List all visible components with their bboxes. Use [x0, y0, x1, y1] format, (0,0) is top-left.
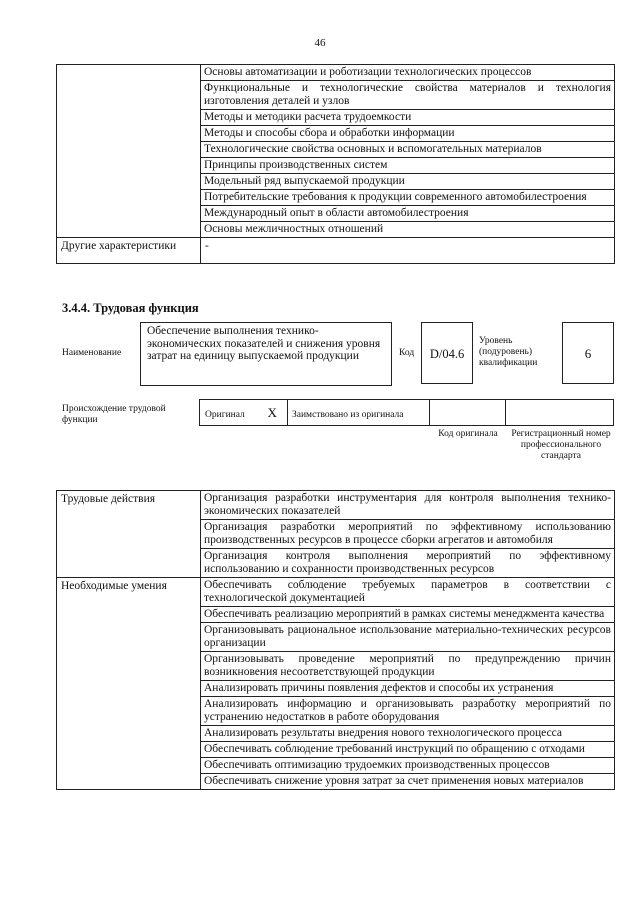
original-cell — [200, 400, 258, 426]
qualification-level-label: Уровень (подуровень) квалификации — [479, 336, 538, 368]
code-value: D/04.6 — [429, 347, 465, 361]
skill-item: Обеспечивать снижение уровня затрат за счет применения новых материалов — [204, 775, 584, 787]
skill-item: Анализировать причины появления дефектов и способы их устранения — [201, 681, 614, 697]
level-value: 6 — [584, 346, 592, 361]
labor-function-table — [56, 490, 615, 790]
skill-item: Обеспечивать оптимизацию трудоемких производственных процессов — [201, 758, 614, 774]
skill-item: Анализировать информацию и организовывать разработку мероприятий по устранению недостатков в работе оборудования — [201, 697, 614, 726]
knowledge-item: Модельный ряд выпускаемой продукции — [201, 174, 614, 190]
section-heading: 3.4.4. Трудовая функция — [62, 301, 199, 315]
knowledge-label-cell — [57, 65, 201, 238]
origin-label: Происхождение трудовой функции — [62, 404, 166, 425]
knowledge-item: Принципы производственных систем — [201, 158, 614, 174]
knowledge-item: Функциональные и технологические свойства материалов и технология изготовления деталей и узлов — [201, 81, 614, 110]
labor-actions-label: Трудовые действия — [57, 491, 201, 578]
original-mark: X — [267, 404, 277, 420]
skills-cell — [201, 578, 615, 790]
skill-item: Обеспечивать соблюдение требований инструкций по обращению с отходами — [201, 742, 614, 758]
original-code-cell — [430, 400, 506, 426]
registration-number-caption: Регистрационный номер профессионального стандарта — [511, 429, 611, 461]
function-name-box: Обеспечение выполнения технико-экономических показателей и снижения уровня затрат на единицу выпускаемой продукции — [140, 322, 392, 386]
knowledge-item: Основы межличностных отношений — [204, 223, 384, 235]
labor-action-item: Организация разработки мероприятий по эффективному использованию производственных ресурсов в процессе сборки агрегатов и автомобиля — [201, 520, 614, 549]
skill-item: Обеспечивать соблюдение требуемых параметров в соответствии с технологической документацией — [201, 578, 614, 607]
original-mark-cell — [258, 400, 288, 426]
borrowed-cell — [288, 400, 430, 426]
origin-table — [199, 399, 614, 426]
labor-action-item: Организация контроля выполнения мероприятий по эффективному использованию и сохранности производственных ресурсов — [204, 550, 611, 575]
other-characteristics-value: - — [201, 238, 615, 264]
level-value-box — [562, 322, 614, 384]
original-code-caption: Код оригинала — [438, 429, 498, 439]
code-value-box — [421, 322, 473, 384]
other-characteristics-label: Другие характеристики — [57, 238, 201, 264]
labor-action-item: Организация разработки инструментария для контроля выполнения технико-экономических показателей — [201, 491, 614, 520]
original-label: Оригинал — [205, 409, 245, 420]
skills-label: Необходимые умения — [57, 578, 201, 790]
knowledge-item: Методы и методики расчета трудоемкости — [201, 110, 614, 126]
knowledge-items-cell — [201, 65, 615, 238]
labor-actions-cell — [201, 491, 615, 578]
skill-item: Организовывать рациональное использование материально-технических ресурсов организации — [201, 623, 614, 652]
skill-item: Обеспечивать реализацию мероприятий в рамках системы менеджмента качества — [201, 607, 614, 623]
knowledge-item: Технологические свойства основных и вспомогательных материалов — [201, 142, 614, 158]
skill-item: Организовывать проведение мероприятий по предупреждению причин возникновения несоответствующей продукции — [201, 652, 614, 681]
knowledge-item: Основы автоматизации и роботизации технологических процессов — [201, 65, 614, 81]
registration-number-cell — [506, 400, 614, 426]
skill-item: Анализировать результаты внедрения нового технологического процесса — [201, 726, 614, 742]
borrowed-label: Заимствовано из оригинала — [292, 409, 404, 420]
knowledge-item: Международный опыт в области автомобилестроения — [201, 206, 614, 222]
knowledge-table — [56, 64, 615, 264]
code-label: Код — [399, 348, 415, 358]
page-number: 46 — [314, 37, 326, 49]
knowledge-item: Потребительские требования к продукции современного автомобилестроения — [201, 190, 614, 206]
knowledge-item: Методы и способы сбора и обработки информации — [201, 126, 614, 142]
name-label: Наименование — [62, 348, 122, 358]
